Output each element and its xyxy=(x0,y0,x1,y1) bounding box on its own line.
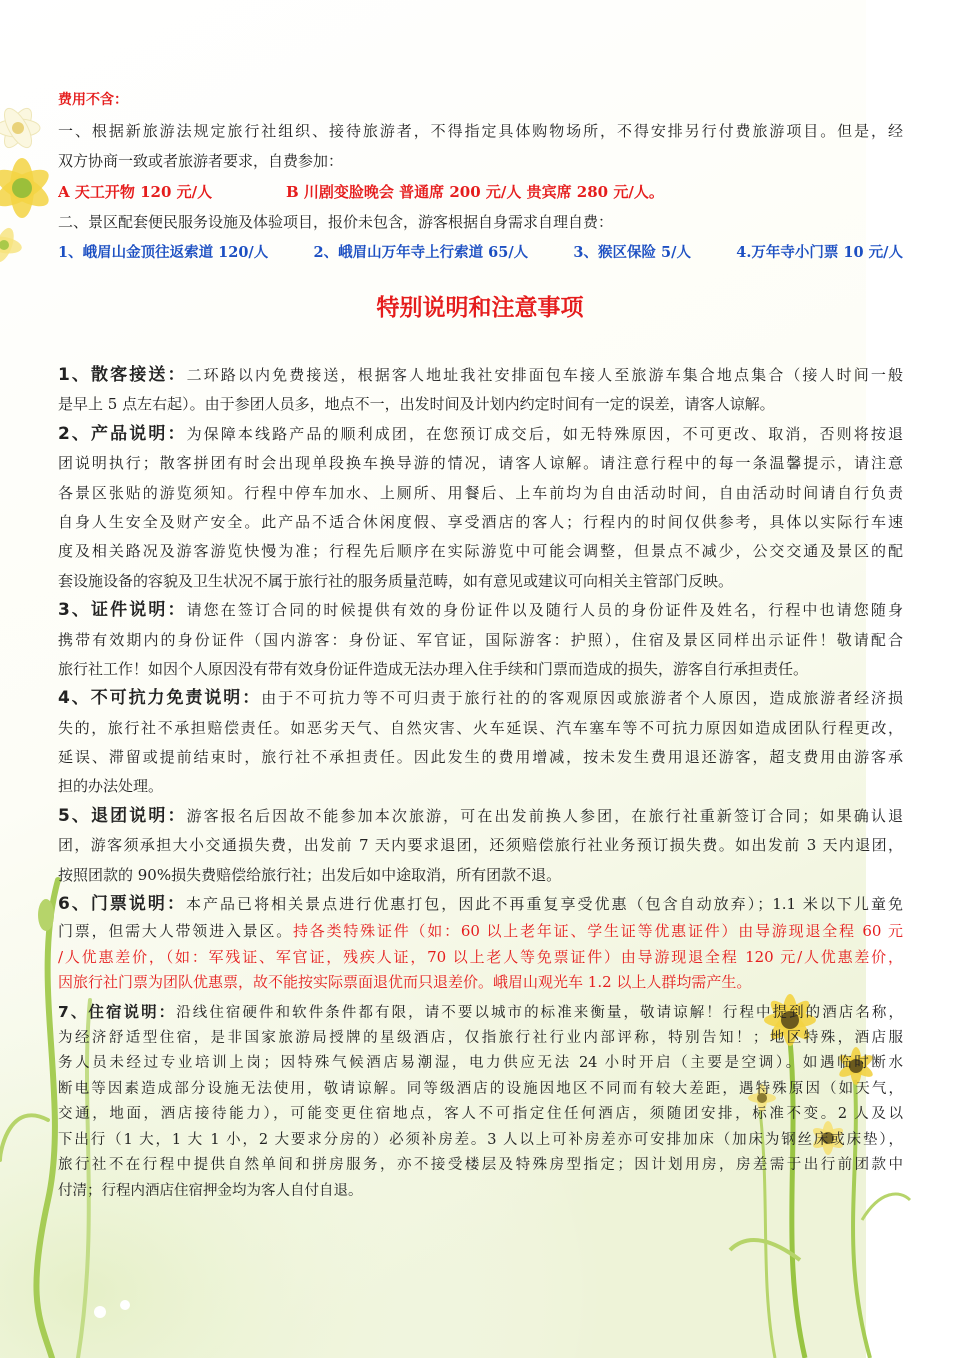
fees-clause2: 二、景区配套便民服务设施及体验项目，报价未包含，游客根据自身需求自理自费： xyxy=(58,213,614,231)
note-line: 失的，旅行社不承担赔偿责任。如恶劣天气、自然灾害、火车延误、汽车塞车等不可抗力原因如造成团队行程更改， xyxy=(58,718,903,737)
fees-excluded-heading: 费用不含： xyxy=(58,92,128,108)
note-line: 下出行（1 大，1 大 1 小，2 大要求分房的）必须补房差。3 人以上可补房差亦可安排加床（加床为钢丝床或床垫）， xyxy=(58,1131,903,1148)
ticket-discount-notice: 持各类特殊证件（如：60 以上老年证、学生证等优惠证件）由导游现退全程 60 元 xyxy=(293,922,903,941)
note-line: 团，游客须承担大小交通损失费，出发前 7 天内要求退团，还须赔偿旅行社业务预订损失费。如出发前 3 天内退团， xyxy=(58,836,903,855)
note-line xyxy=(58,684,903,713)
note-text: 由于不可抗力等不可归责于旅行社的的客观原因或旅游者个人原因，造成旅游者经济损 xyxy=(261,689,903,708)
note-line xyxy=(58,890,903,919)
note-label: 5、退团说明： xyxy=(58,805,187,826)
note-label: 1、散客接送： xyxy=(58,365,187,385)
notes-title: 特别说明和注意事项 xyxy=(376,295,584,321)
ticket-discount-notice: /人优惠差价，（如：军残证、军官证，残疾人证，70 以上老人等免票证件）由导游现退全程 120 元/人优惠差价， xyxy=(58,947,903,966)
note-line: 断电等因素造成部分设施无法使用，敬请谅解。同等级酒店的设施因地区不同而有较大差距，遇特殊原因（如天气， xyxy=(58,1080,903,1097)
note-text: 本产品已将相关景点进行优惠打包，因此不再重复享受优惠（包含自动放弃）；1.1 米以下儿童免 xyxy=(185,895,903,914)
note-text: 请您在签订合同的时候提供有效的身份证件以及随行人员的身份证件及姓名，行程中也请您随身 xyxy=(186,601,903,620)
note-line xyxy=(58,361,903,390)
note-line xyxy=(58,596,903,625)
note-line: 各景区张贴的游览须知。行程中停车加水、上厕所、用餐后、上车前均为自由活动时间，自由活动时间请自行负责 xyxy=(58,483,903,502)
optional-item-b: B 川剧变脸晚会 普通席 200 元/人 贵宾席 280 元/人。 xyxy=(286,182,664,201)
note-label: 3、证件说明： xyxy=(58,600,187,621)
note-line: 是早上 5 点左右起）。由于参团人员多，地点不一，出发时间及计划内约定时间有一定的误差，请客人谅解。 xyxy=(58,395,775,414)
fees-clause1-line2: 双方协商一致或者旅游者要求，自费参加： xyxy=(58,152,344,170)
ticket-discount-notice: 因旅行社门票为团队优惠票，故不能按实际票面退优而只退差价。峨眉山观光车 1.2 以上人群均需产生。 xyxy=(58,973,752,992)
scenic-fee-item: 2、峨眉山万年寺上行索道 65/人 xyxy=(313,243,529,261)
note-label: 6、门票说明： xyxy=(58,894,186,915)
note-label: 7、住宿说明： xyxy=(58,1002,177,1021)
note-line: 旅行社不在行程中提供自然单间和拼房服务，亦不接受楼层及特殊房型指定；因计划用房，房差需于出行前团款中 xyxy=(58,1157,903,1174)
note-line: 付清；行程内酒店住宿押金均为客人自付自退。 xyxy=(58,1183,363,1200)
note-line xyxy=(58,802,903,831)
note-line xyxy=(58,1000,903,1026)
note-line: 交通，地面，酒店接待能力），可能变更住宿地点，客人不可指定住任何酒店，须随团安排，标准不变。2 人及以 xyxy=(58,1106,903,1123)
note-line: 按照团款的 90%损失费赔偿给旅行社；出发后如中途取消，所有团款不退。 xyxy=(58,865,562,884)
note-text: 为保障本线路产品的顺利成团，在您预订成交后，如无特殊原因，不可更改、取消，否则将按退 xyxy=(186,424,903,443)
note-text: 游客报名后因故不能参加本次旅游，可在出发前换人参团，在旅行社重新签订合同；如果确认退 xyxy=(186,806,903,825)
note-line: 套设施设备的容貌及卫生状况不属于旅行社的服务质量范畴，如有意见或建议可向相关主管部门反映。 xyxy=(58,571,734,590)
fees-clause1-line1: 一、根据新旅游法规定旅行社组织、接待旅游者，不得指定具体购物场所，不得安排另行付费旅游项目。但是，经 xyxy=(58,121,903,140)
note-label: 4、不可抗力免责说明： xyxy=(58,688,262,709)
note-line xyxy=(58,420,903,449)
note-line: 担的办法处理。 xyxy=(58,777,164,796)
notes-section xyxy=(58,361,903,1205)
note-line: 携带有效期内的身份证件（国内游客：身份证、军官证，国际游客：护照），住宿及景区同样出示证件！敬请配合 xyxy=(58,630,903,649)
scenic-fee-item: 1、峨眉山金顶往返索道 120/人 xyxy=(58,243,269,261)
note-line: 度及相关路况及游客游览快慢为准；行程先后顺序在实际游览中可能会调整，但景点不减少，公交交通及景区的配 xyxy=(58,542,903,561)
note-line: 为经济舒适型住宿，是非国家旅游局授牌的星级酒店，仅指旅行社行业内部评称，特别告知！；地区特殊，酒店服 xyxy=(58,1029,903,1046)
scenic-fee-item: 4.万年寺小门票 10 元/人 xyxy=(736,243,903,261)
note-label: 2、产品说明： xyxy=(58,423,187,444)
note-line: 务人员未经过专业培训上岗；因特殊气候酒店易潮湿，电力供应无法 24 小时开启（主要是空调）。如遇临时断水 xyxy=(58,1055,903,1072)
note-id-documents xyxy=(58,596,903,684)
note-line xyxy=(58,919,903,945)
note-cancellation xyxy=(58,802,903,890)
note-line: 团说明执行；散客拼团有时会出现单段换车换导游的情况，请客人谅解。请注意行程中的每一条温馨提示，请注意 xyxy=(58,454,903,473)
note-line: 自身人生安全及财产安全。此产品不适合休闲度假、享受酒店的客人；行程内的时间仅供参考，具体以实际行车速 xyxy=(58,512,903,531)
note-pickup xyxy=(58,361,903,420)
note-line: 旅行社工作！如因个人原因没有带有效身份证件造成无法办理入住手续和门票而造成的损失，游客自行承担责任。 xyxy=(58,659,809,678)
note-text: 门票，但需大人带领进入景区。 xyxy=(58,922,294,941)
optional-item-a: A 天工开物 120 元/人 xyxy=(58,182,213,201)
note-force-majeure xyxy=(58,684,903,802)
scenic-fee-item: 3、猴区保险 5/人 xyxy=(573,243,691,261)
fees-excluded-section xyxy=(58,85,903,268)
optional-items-line xyxy=(58,177,903,208)
note-product xyxy=(58,420,903,596)
note-tickets xyxy=(58,890,903,996)
note-accommodation xyxy=(58,1000,903,1205)
note-text: 二环路以内免费接送，根据客人地址我社安排面包车接人至旅游车集合地点集合（接人时间一般 xyxy=(186,366,903,384)
note-text: 沿线住宿硬件和软件条件都有限，请不要以城市的标准来衡量，敬请谅解！行程中提到的酒店名称， xyxy=(176,1004,903,1021)
note-line: 延误、滞留或提前结束时，旅行社不承担责任。因此发生的费用增减，按未发生费用退还游客，超支费用由游客承 xyxy=(58,748,903,767)
scenic-fees-list xyxy=(58,238,903,269)
